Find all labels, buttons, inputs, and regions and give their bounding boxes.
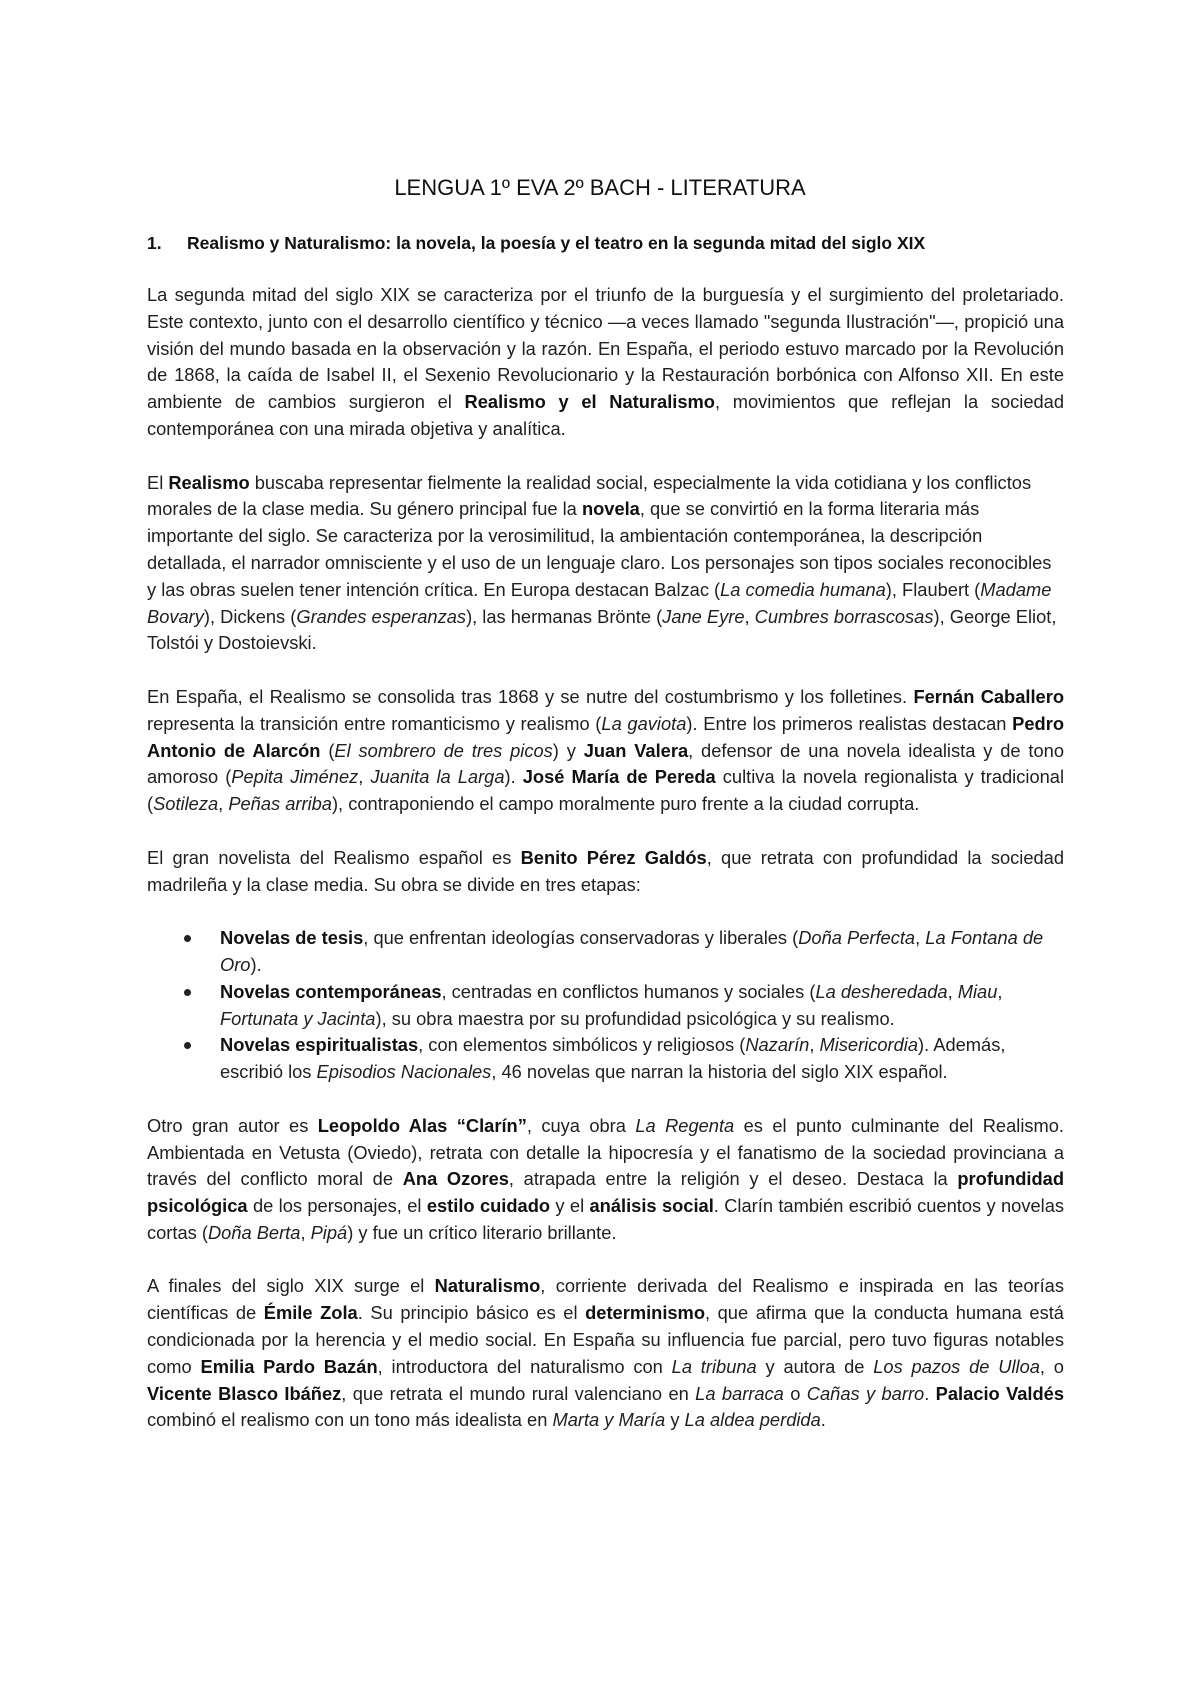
paragraph-naturalismo: A finales del siglo XIX surge el Naturalismo, corriente derivada del Realismo e inspirada en las teorías científicas de Émile Zola. Su principio básico es el determinismo, que afirma que la conducta humana está condicionada por la herencia y el medio social. En España su influencia fue parcial, pero tuvo figuras notables como Emilia Pardo Bazán, introductora del naturalismo con La tribuna y autora de Los pazos de Ulloa, o Vicente Blasco Ibáñez, que retrata el mundo rural valenciano en La barraca o Cañas y barro. Palacio Valdés combinó el realismo con un tono más idealista en Marta y María y La aldea perdida. xyxy=(147,1275,1064,1431)
paragraph-realismo-espana: En España, el Realismo se consolida tras 1868 y se nutre del costumbrismo y los folletines. Fernán Caballero representa la transición entre romanticismo y realismo (La gaviota). Entre los primeros realistas destacan Pedro Antonio de Alarcón (El sombrero de tres picos) y Juan Valera, defensor de una novela idealista y de tono amoroso (Pepita Jiménez, Juanita la Larga). José María de Pereda cultiva la novela regionalista y tradicional (Sotileza, Peñas arriba), contraponiendo el campo moralmente puro frente a la ciudad corrupta. xyxy=(147,685,1065,815)
paragraph-context: La segunda mitad del siglo XIX se caracteriza por el triunfo de la burguesía y el surgimiento del proletariado. Este contexto, junto con el desarrollo científico y técnico —a veces llamado "segunda Ilustración"—, propició una visión del mundo basada en la observación y la razón. En España, el periodo estuvo marcado por la Revolución de 1868, la caída de Isabel II, el Sexenio Revolucionario y la Restauración borbónica con Alfonso XII. En este ambiente de cambios surgieron el Realismo y el Naturalismo, movimientos que reflejan la sociedad contemporánea con una mirada objetiva y analítica. xyxy=(147,284,1064,439)
section-number: 1. xyxy=(147,233,162,253)
bullet-icon xyxy=(184,1042,191,1049)
bullet-icon xyxy=(184,989,191,996)
section-heading-text: Realismo y Naturalismo: la novela, la poesía y el teatro en la segunda mitad del siglo XIX xyxy=(187,233,926,253)
list-item: Novelas de tesis, que enfrentan ideologías conservadoras y liberales (Doña Perfecta, La Fontana de Oro). xyxy=(147,925,1064,979)
galdos-stages-list xyxy=(147,925,1064,1086)
paragraph-realismo: El Realismo buscaba representar fielmente la realidad social, especialmente la vida cotidiana y los conflictos morales de la clase media. Su género principal fue la novela, que se convirtió en la forma literaria más importante del siglo. Se caracteriza por la verosimilitud, la ambientación contemporánea, la descripción detallada, el narrador omnisciente y el uso de un lenguaje claro. Los personajes son tipos sociales reconocibles y las obras suelen tener intención crítica. En Europa destacan Balzac (La comedia humana), Flaubert (Madame Bovary), Dickens (Grandes esperanzas), las hermanas Brönte (Jane Eyre, Cumbres borrascosas), George Eliot, Tolstói y Dostoievski. xyxy=(147,471,1057,654)
list-item: Novelas espiritualistas, con elementos simbólicos y religiosos (Nazarín, Misericordia). Además, escribió los Episodios Nacionales, 46 novelas que narran la historia del siglo XIX español. xyxy=(147,1032,1064,1086)
list-item: Novelas contemporáneas, centradas en conflictos humanos y sociales (La desheredada, Miau, Fortunata y Jacinta), su obra maestra por su profundidad psicológica y su realismo. xyxy=(147,979,1064,1033)
paragraph-galdos: El gran novelista del Realismo español es Benito Pérez Galdós, que retrata con profundidad la sociedad madrileña y la clase media. Su obra se divide en tres etapas: xyxy=(147,846,1065,895)
document-body xyxy=(147,282,1064,1461)
document-title: LENGUA 1º EVA 2º BACH - LITERATURA xyxy=(394,175,806,200)
bullet-icon xyxy=(184,935,191,942)
section-heading xyxy=(147,230,1067,256)
paragraph-clarin: Otro gran autor es Leopoldo Alas “Clarín”, cuya obra La Regenta es el punto culminante del Realismo. Ambientada en Vetusta (Oviedo), retrata con detalle la hipocresía y el fanatismo de la sociedad provinciana a través del conflicto moral de Ana Ozores, atrapada entre la religión y el deseo. Destaca la profundidad psicológica de los personajes, el estilo cuidado y el análisis social. Clarín también escribió cuentos y novelas cortas (Doña Berta, Pipá) y fue un crítico literario brillante. xyxy=(147,1114,1065,1243)
